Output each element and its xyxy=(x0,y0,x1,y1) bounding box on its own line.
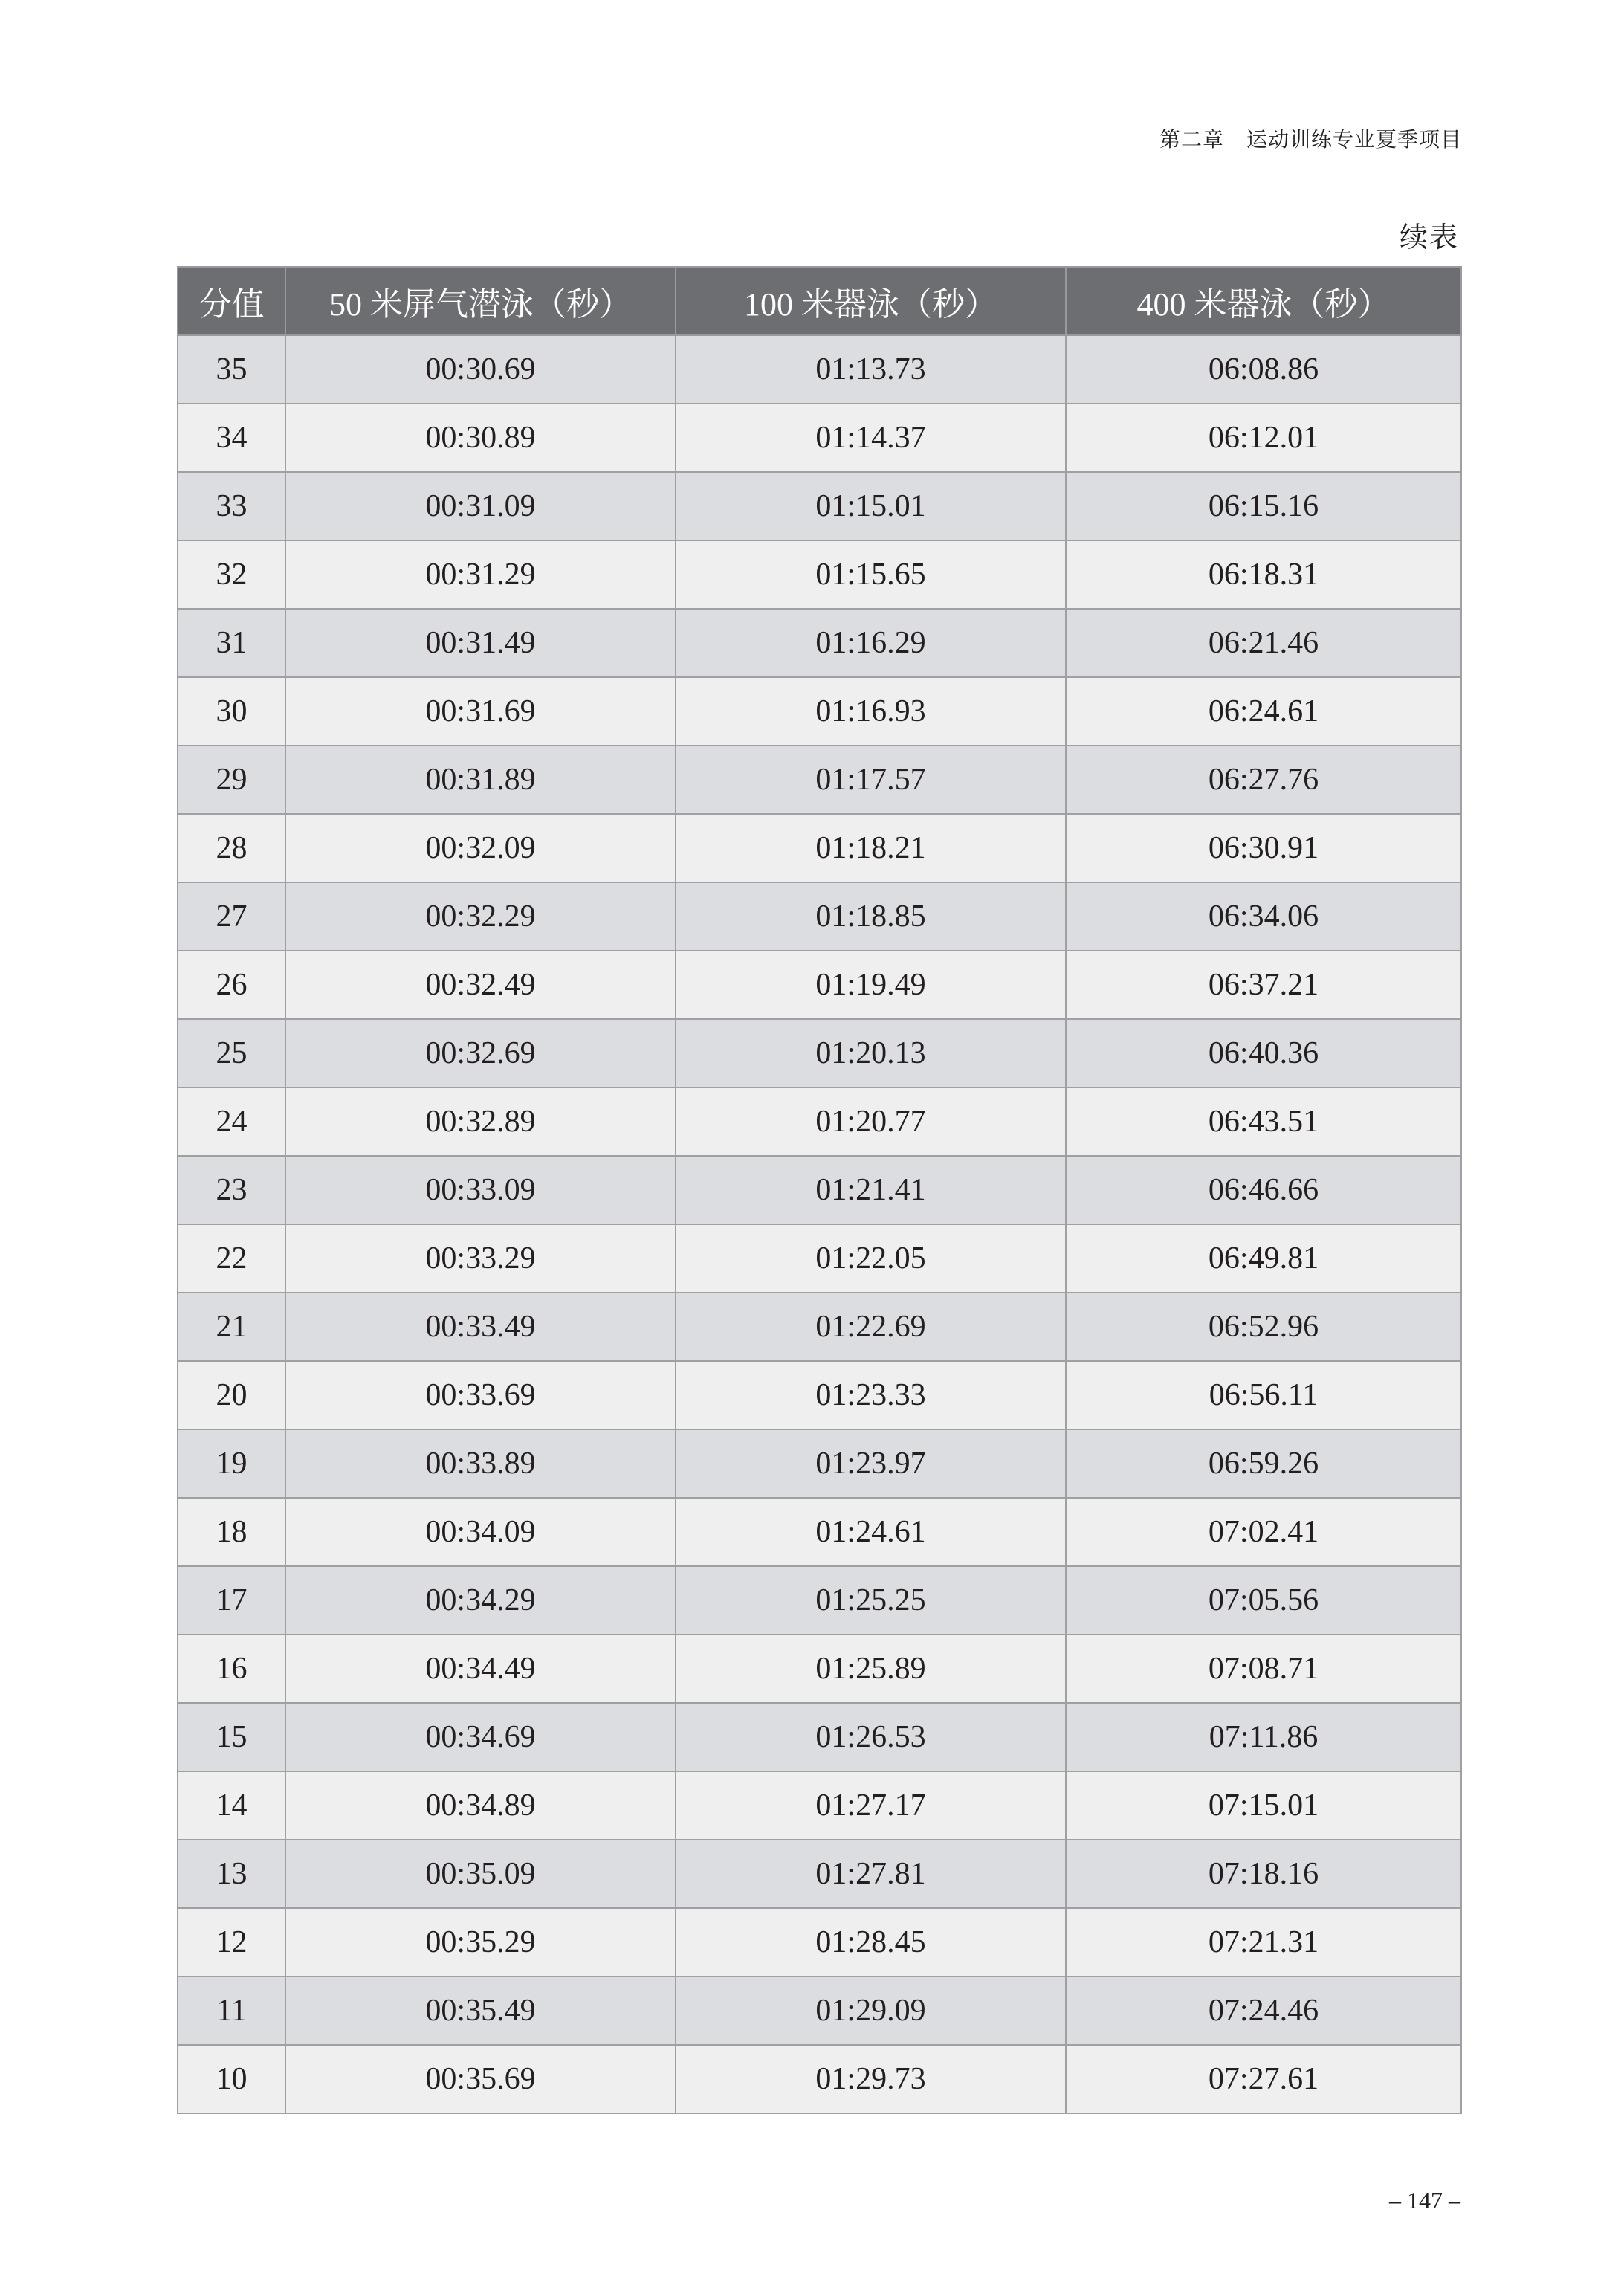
table-row xyxy=(178,814,1461,882)
400m-time-cell: 06:49.81 xyxy=(1066,1224,1461,1293)
score-cell: 16 xyxy=(178,1635,285,1703)
50m-time-cell: 00:32.09 xyxy=(285,814,676,882)
50m-time-cell: 00:34.49 xyxy=(285,1635,676,1703)
score-cell: 19 xyxy=(178,1429,285,1498)
400m-time-cell: 06:27.76 xyxy=(1066,746,1461,814)
50m-time-cell: 00:31.89 xyxy=(285,746,676,814)
table-body xyxy=(178,335,1461,2113)
page-number: – 147 – xyxy=(1389,2187,1460,2214)
table-row xyxy=(178,1224,1461,1293)
score-cell: 14 xyxy=(178,1771,285,1840)
table-row xyxy=(178,677,1461,746)
score-cell: 10 xyxy=(178,2045,285,2113)
100m-time-cell: 01:15.01 xyxy=(676,472,1066,540)
400m-time-cell: 07:11.86 xyxy=(1066,1703,1461,1771)
100m-time-cell: 01:21.41 xyxy=(676,1156,1066,1224)
50m-time-cell: 00:31.49 xyxy=(285,609,676,677)
400m-time-cell: 06:12.01 xyxy=(1066,404,1461,472)
100m-time-cell: 01:18.85 xyxy=(676,882,1066,951)
score-cell: 23 xyxy=(178,1156,285,1224)
400m-time-cell: 07:18.16 xyxy=(1066,1840,1461,1908)
50m-time-cell: 00:34.89 xyxy=(285,1771,676,1840)
400m-time-cell: 06:15.16 xyxy=(1066,472,1461,540)
table-row xyxy=(178,951,1461,1019)
400m-time-cell: 06:34.06 xyxy=(1066,882,1461,951)
100m-time-cell: 01:28.45 xyxy=(676,1908,1066,1976)
50m-time-cell: 00:33.69 xyxy=(285,1361,676,1429)
400m-time-cell: 06:24.61 xyxy=(1066,677,1461,746)
table-row xyxy=(178,1293,1461,1361)
running-header xyxy=(1159,123,1462,153)
100m-time-cell: 01:24.61 xyxy=(676,1498,1066,1566)
score-cell: 20 xyxy=(178,1361,285,1429)
50m-time-cell: 00:30.89 xyxy=(285,404,676,472)
score-cell: 21 xyxy=(178,1293,285,1361)
table-row xyxy=(178,1566,1461,1635)
400m-time-cell: 07:08.71 xyxy=(1066,1635,1461,1703)
table-row xyxy=(178,1908,1461,1976)
100m-time-cell: 01:17.57 xyxy=(676,746,1066,814)
400m-time-cell: 07:05.56 xyxy=(1066,1566,1461,1635)
table-row xyxy=(178,540,1461,609)
400m-time-cell: 06:21.46 xyxy=(1066,609,1461,677)
table-row xyxy=(178,335,1461,404)
table-row xyxy=(178,882,1461,951)
50m-time-cell: 00:30.69 xyxy=(285,335,676,404)
score-cell: 13 xyxy=(178,1840,285,1908)
400m-time-cell: 07:15.01 xyxy=(1066,1771,1461,1840)
100m-time-cell: 01:22.69 xyxy=(676,1293,1066,1361)
score-cell: 34 xyxy=(178,404,285,472)
400m-time-cell: 07:27.61 xyxy=(1066,2045,1461,2113)
table-row xyxy=(178,1019,1461,1087)
400m-time-cell: 06:18.31 xyxy=(1066,540,1461,609)
100m-time-cell: 01:23.97 xyxy=(676,1429,1066,1498)
100m-time-cell: 01:26.53 xyxy=(676,1703,1066,1771)
100m-time-cell: 01:13.73 xyxy=(676,335,1066,404)
400m-time-cell: 06:40.36 xyxy=(1066,1019,1461,1087)
chapter-label: 第二章 xyxy=(1159,129,1224,152)
score-cell: 15 xyxy=(178,1703,285,1771)
score-cell: 12 xyxy=(178,1908,285,1976)
score-cell: 28 xyxy=(178,814,285,882)
table-row xyxy=(178,1156,1461,1224)
table-row xyxy=(178,746,1461,814)
400m-time-cell: 06:56.11 xyxy=(1066,1361,1461,1429)
column-header-score: 分值 xyxy=(178,267,285,335)
100m-time-cell: 01:18.21 xyxy=(676,814,1066,882)
400m-time-cell: 06:08.86 xyxy=(1066,335,1461,404)
chapter-title: 运动训练专业夏季项目 xyxy=(1246,129,1462,152)
50m-time-cell: 00:31.69 xyxy=(285,677,676,746)
400m-time-cell: 06:43.51 xyxy=(1066,1087,1461,1156)
400m-time-cell: 06:30.91 xyxy=(1066,814,1461,882)
50m-time-cell: 00:35.09 xyxy=(285,1840,676,1908)
column-header-50m-breath-hold-dive: 50 米屏气潜泳（秒） xyxy=(285,267,676,335)
50m-time-cell: 00:35.69 xyxy=(285,2045,676,2113)
50m-time-cell: 00:33.49 xyxy=(285,1293,676,1361)
score-cell: 29 xyxy=(178,746,285,814)
50m-time-cell: 00:31.09 xyxy=(285,472,676,540)
score-cell: 33 xyxy=(178,472,285,540)
score-cell: 26 xyxy=(178,951,285,1019)
50m-time-cell: 00:34.69 xyxy=(285,1703,676,1771)
score-cell: 31 xyxy=(178,609,285,677)
50m-time-cell: 00:35.49 xyxy=(285,1976,676,2045)
score-cell: 35 xyxy=(178,335,285,404)
score-cell: 11 xyxy=(178,1976,285,2045)
100m-time-cell: 01:25.89 xyxy=(676,1635,1066,1703)
100m-time-cell: 01:25.25 xyxy=(676,1566,1066,1635)
400m-time-cell: 06:59.26 xyxy=(1066,1429,1461,1498)
50m-time-cell: 00:33.29 xyxy=(285,1224,676,1293)
100m-time-cell: 01:22.05 xyxy=(676,1224,1066,1293)
score-cell: 17 xyxy=(178,1566,285,1635)
column-header-100m-apparatus-swim: 100 米器泳（秒） xyxy=(676,267,1066,335)
score-table xyxy=(177,266,1462,2114)
table-row xyxy=(178,1976,1461,2045)
50m-time-cell: 00:33.09 xyxy=(285,1156,676,1224)
100m-time-cell: 01:29.73 xyxy=(676,2045,1066,2113)
table-caption: 续表 xyxy=(1399,222,1459,253)
50m-time-cell: 00:31.29 xyxy=(285,540,676,609)
column-header-400m-apparatus-swim: 400 米器泳（秒） xyxy=(1066,267,1461,335)
score-cell: 25 xyxy=(178,1019,285,1087)
50m-time-cell: 00:32.89 xyxy=(285,1087,676,1156)
400m-time-cell: 06:37.21 xyxy=(1066,951,1461,1019)
score-cell: 32 xyxy=(178,540,285,609)
50m-time-cell: 00:32.49 xyxy=(285,951,676,1019)
100m-time-cell: 01:20.13 xyxy=(676,1019,1066,1087)
50m-time-cell: 00:34.09 xyxy=(285,1498,676,1566)
50m-time-cell: 00:33.89 xyxy=(285,1429,676,1498)
table-row xyxy=(178,1429,1461,1498)
table-row xyxy=(178,404,1461,472)
50m-time-cell: 00:34.29 xyxy=(285,1566,676,1635)
table-row xyxy=(178,2045,1461,2113)
50m-time-cell: 00:35.29 xyxy=(285,1908,676,1976)
100m-time-cell: 01:29.09 xyxy=(676,1976,1066,2045)
100m-time-cell: 01:20.77 xyxy=(676,1087,1066,1156)
table-row xyxy=(178,609,1461,677)
score-cell: 30 xyxy=(178,677,285,746)
table-row xyxy=(178,1840,1461,1908)
400m-time-cell: 07:21.31 xyxy=(1066,1908,1461,1976)
100m-time-cell: 01:27.17 xyxy=(676,1771,1066,1840)
score-cell: 24 xyxy=(178,1087,285,1156)
table-row xyxy=(178,1087,1461,1156)
100m-time-cell: 01:16.29 xyxy=(676,609,1066,677)
table-row xyxy=(178,1361,1461,1429)
400m-time-cell: 07:24.46 xyxy=(1066,1976,1461,2045)
100m-time-cell: 01:16.93 xyxy=(676,677,1066,746)
400m-time-cell: 06:52.96 xyxy=(1066,1293,1461,1361)
score-cell: 27 xyxy=(178,882,285,951)
table-header-row xyxy=(178,267,1461,335)
table-row xyxy=(178,1771,1461,1840)
score-cell: 22 xyxy=(178,1224,285,1293)
100m-time-cell: 01:27.81 xyxy=(676,1840,1066,1908)
score-cell: 18 xyxy=(178,1498,285,1566)
50m-time-cell: 00:32.69 xyxy=(285,1019,676,1087)
100m-time-cell: 01:15.65 xyxy=(676,540,1066,609)
table-row xyxy=(178,1635,1461,1703)
table-row xyxy=(178,1498,1461,1566)
100m-time-cell: 01:23.33 xyxy=(676,1361,1066,1429)
50m-time-cell: 00:32.29 xyxy=(285,882,676,951)
400m-time-cell: 06:46.66 xyxy=(1066,1156,1461,1224)
table-row xyxy=(178,472,1461,540)
table-row xyxy=(178,1703,1461,1771)
100m-time-cell: 01:14.37 xyxy=(676,404,1066,472)
100m-time-cell: 01:19.49 xyxy=(676,951,1066,1019)
400m-time-cell: 07:02.41 xyxy=(1066,1498,1461,1566)
